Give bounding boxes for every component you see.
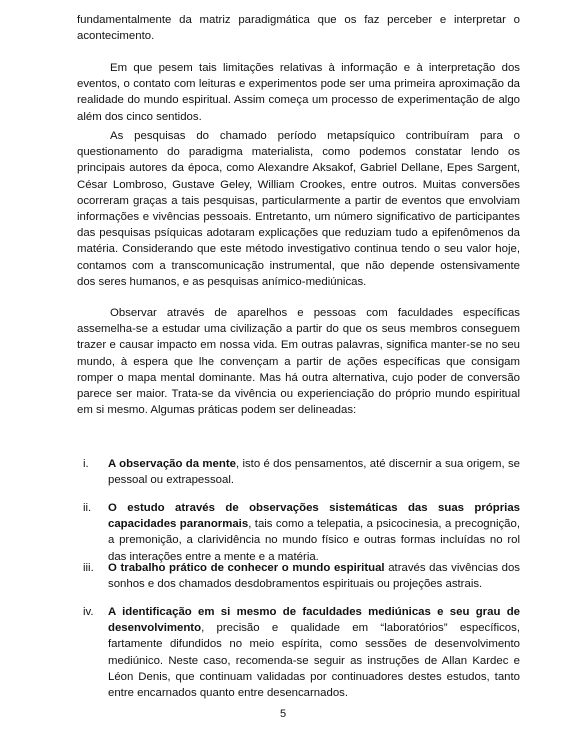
list-item-rest: , tais como a telepatia, a psicocinesia, a precognição, a premonição, a clarividência no mundo físico e outras formas incluídas no rol das interações entre a mente e a matéria. — [108, 518, 521, 563]
paragraph-1: fundamentalmente da matriz paradigmática que os faz perceber e interpretar o acontecimento. — [77, 14, 520, 43]
paragraph-2: Em que pesem tais limitações relativas à informação e à interpretação dos eventos, o contato com leituras e experimentos pode ser uma primeira aproximação da realidade do mundo espiritual. Assim começa um processo de experimentação de algo além dos cinco sentidos. — [77, 62, 520, 123]
list-item-bold: O trabalho prático de conhecer o mundo espiritual — [108, 562, 385, 574]
paragraph-4: Observar através de aparelhos e pessoas com faculdades específicas assemelha-se a estudar uma civilização a partir do que os seus membros conseguem trazer e causar impacto em nossa vida. Em outras palavras, significa manter-se no seu mundo, à espera que lhe convençam a partir de ações específicas que consigam romper o mapa mental dominante. Mas há outra alternativa, cujo poder de conversão parece ser maior. Trata-se da vivência ou experienciação do próprio mundo espiritual em si mesmo. Algumas práticas podem ser delineadas: — [77, 307, 520, 417]
list-number: iii. — [83, 562, 94, 574]
list-item-rest: através das vivências dos sonhos e dos chamados desdobramentos espirituais ou projeções astrais. — [108, 562, 520, 591]
list-item-text — [108, 500, 520, 565]
list-number: iv. — [83, 606, 94, 618]
page-number: 5 — [279, 708, 287, 720]
list-item-text — [108, 604, 520, 701]
paragraph-3: As pesquisas do chamado período metapsíquico contribuíram para o questionamento do paradigma materialista, como podemos constatar lendo os principais autores da época, como Alexandre Aksakof, Gabriel Dellane, Epes Sargent, César Lombroso, Gustave Geley, William Crookes, entre outros. Muitas conversões ocorreram graças a tais pesquisas, particularmente a partir de eventos que envolviam informações e vivências pessoais. Entretanto, um número significativo de participantes das pesquisas psíquicas adotaram explicações que reduziam tudo a epifenômenos da matéria. Considerando que este método investigativo continua tendo o seu valor hoje, contamos com a transcomunicação instrumental, que não depende ostensivamente dos seres humanos, e as pesquisas anímico-mediúnicas. — [77, 130, 520, 288]
list-item-rest: , precisão e qualidade em “laboratórios” específicos, fartamente difundidos no meio espírita, como sessões de desenvolvimento mediúnico. Neste caso, recomenda-se seguir as instruções de Allan Kardec e Léon Denis, que continuam validadas por continuadores destes estudos, tanto entre encarnados quanto entre desencarnados. — [108, 622, 520, 700]
list-item-bold: O estudo através de observações sistemáticas das suas próprias capacidades paranormais — [108, 502, 520, 531]
list-item-text — [108, 456, 520, 488]
list-item-text — [108, 560, 520, 592]
list-item-bold: A identificação em si mesmo de faculdades mediúnicas e seu grau de desenvolvimento — [108, 606, 520, 635]
list-item-bold: A observação da mente — [108, 458, 236, 470]
list-item-rest: , isto é dos pensamentos, até discernir a sua origem, se pessoal ou extrapessoal. — [108, 458, 520, 487]
list-number: ii. — [83, 502, 92, 514]
list-number: i. — [83, 458, 89, 470]
